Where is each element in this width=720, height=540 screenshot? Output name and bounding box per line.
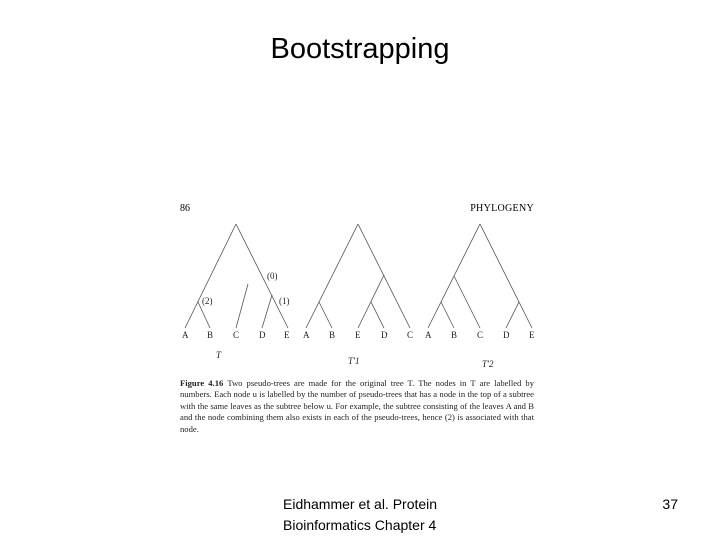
tree-t-branch xyxy=(185,224,236,328)
tree-t-leaf: C xyxy=(233,330,240,340)
tree-t1-leaf: E xyxy=(355,330,361,340)
figure-caption xyxy=(180,378,534,435)
tree-t-leaf: E xyxy=(284,330,290,340)
tree-t-leaf: B xyxy=(207,330,214,340)
tree-t1-leaf: A xyxy=(303,330,310,340)
tree-t-node-label: (0) xyxy=(267,271,278,281)
slide-number: 37 xyxy=(662,496,678,512)
figure-caption-text: Two pseudo-trees are made for the original tree T. The nodes in T are labelled by numbers. Each node u is labelled by the number of pseudo-trees that has a node in the top of a subtree with the same leaves as the subtree below u. For example, the subtree consisting of the leaves A and B and the node combining them also exists in each of the pseudo-trees, hence (2) is associated with that node. xyxy=(180,378,535,434)
tree-t2-branch xyxy=(480,224,532,328)
footer-credit-line1: Eidhammer et al. Protein xyxy=(283,496,438,512)
tree-t1-branch xyxy=(371,302,384,328)
tree-t2-branch xyxy=(506,302,519,328)
tree-t2-leaf: E xyxy=(529,330,535,340)
tree-t-node-label: (2) xyxy=(202,296,213,306)
figure-page-number: 86 xyxy=(180,203,190,214)
tree-t2-name: T′2 xyxy=(482,359,494,369)
tree-t-leaf: D xyxy=(259,330,266,340)
tree-t-branch xyxy=(236,224,288,328)
tree-t-node-label: (1) xyxy=(279,296,290,306)
tree-t2-leaf: D xyxy=(503,330,510,340)
slide-title: Bootstrapping xyxy=(270,33,450,65)
tree-t2-leaf: B xyxy=(451,330,458,340)
tree-t2-branch xyxy=(454,276,480,328)
tree-t-branch xyxy=(262,295,272,328)
tree-t1-leaf: B xyxy=(329,330,336,340)
tree-t1-leaf: D xyxy=(381,330,388,340)
tree-t-name: T xyxy=(216,350,222,360)
tree-t-branch xyxy=(236,284,248,328)
book-figure xyxy=(178,200,538,440)
tree-t2 xyxy=(425,224,535,369)
trees-diagram xyxy=(178,200,538,378)
tree-t1-branch xyxy=(319,302,332,328)
tree-t xyxy=(182,224,290,360)
tree-t1 xyxy=(303,224,413,366)
figure-running-head: PHYLOGENY xyxy=(470,203,534,214)
tree-t2-leaf: A xyxy=(425,330,432,340)
tree-t1-name: T′1 xyxy=(348,356,360,366)
footer-credit-line2: Bioinformatics Chapter 4 xyxy=(283,517,437,533)
tree-t1-branch xyxy=(306,224,358,328)
figure-caption-label: Figure 4.16 xyxy=(180,378,224,388)
footer-credit xyxy=(283,494,437,536)
tree-t-leaf: A xyxy=(182,330,189,340)
tree-t1-leaf: C xyxy=(407,330,414,340)
tree-t2-leaf: C xyxy=(477,330,484,340)
tree-t2-branch xyxy=(441,302,454,328)
